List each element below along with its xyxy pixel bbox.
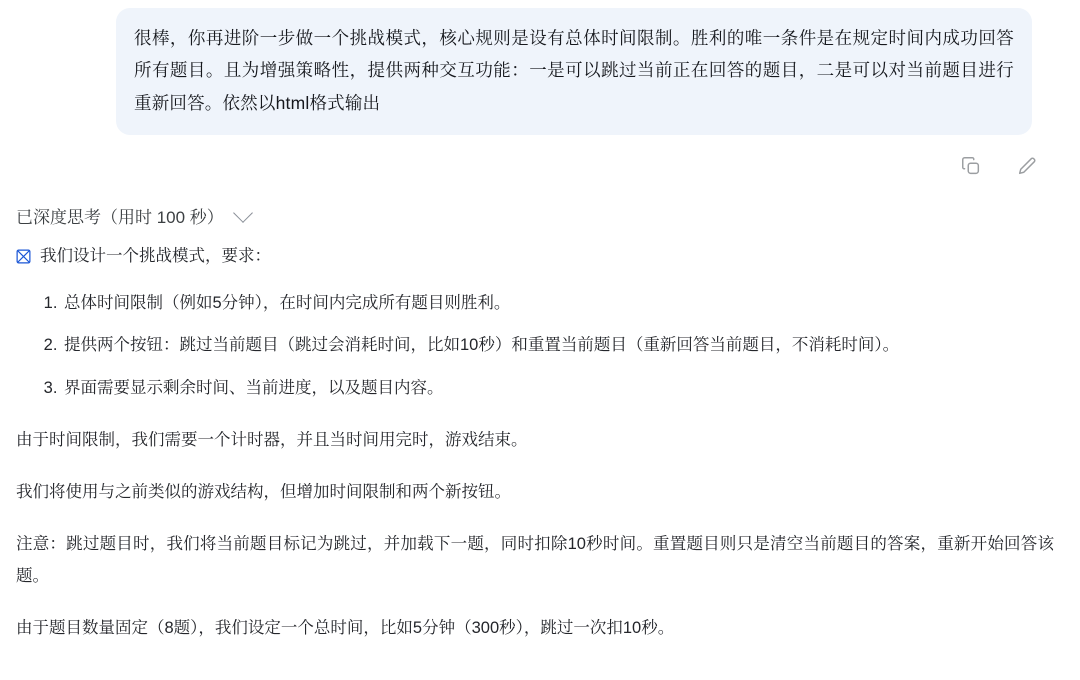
answer-paragraph: 由于题目数量固定（8题），我们设定一个总时间，比如5分钟（300秒），跳过一次扣10秒。 [16,619,675,638]
answer-paragraph: 注意：跳过题目时，我们将当前题目标记为跳过，并加载下一题，同时扣除10秒时间。重置题目则只是清空当前题目的答案，重新开始回答该题。 [16,535,1054,586]
chevron-down-icon[interactable] [233,203,253,223]
copy-icon[interactable] [958,153,984,179]
answer-lead-row [16,242,1054,273]
edit-icon[interactable] [1014,153,1040,179]
thinking-label: 已深度思考（用时 100 秒） [16,208,224,228]
sparkle-icon [16,245,31,273]
answer-paragraph: 由于时间限制，我们需要一个计时器，并且当时间用完时，游戏结束。 [16,430,528,449]
answer-paragraph: 我们将使用与之前类似的游戏结构，但增加时间限制和两个新按钮。 [16,482,511,501]
user-message-bubble: 很棒，你再进阶一步做一个挑战模式，核心规则是设有总体时间限制。胜利的唯一条件是在规定时间内成功回答所有题目。且为增强策略性，提供两种交互功能：一是可以跳过当前正在回答的题目，二是可以对当前题目进行重新回答。依然以html格式输出 [116,8,1032,135]
assistant-answer [0,228,1080,644]
thinking-summary[interactable] [0,179,1080,228]
list-item: 3. 界面需要显示剩余时间、当前进度，以及题目内容。 [62,372,1054,404]
list-item: 1. 总体时间限制（例如5分钟），在时间内完成所有题目则胜利。 [62,287,1054,319]
list-item: 2. 提供两个按钮：跳过当前题目（跳过会消耗时间，比如10秒）和重置当前题目（重新回答当前题目，不消耗时间）。 [62,329,1054,361]
answer-step-list [16,287,1054,404]
answer-lead-text: 我们设计一个挑战模式，要求： [40,247,271,266]
message-actions [0,135,1080,179]
user-message-row [0,0,1080,135]
